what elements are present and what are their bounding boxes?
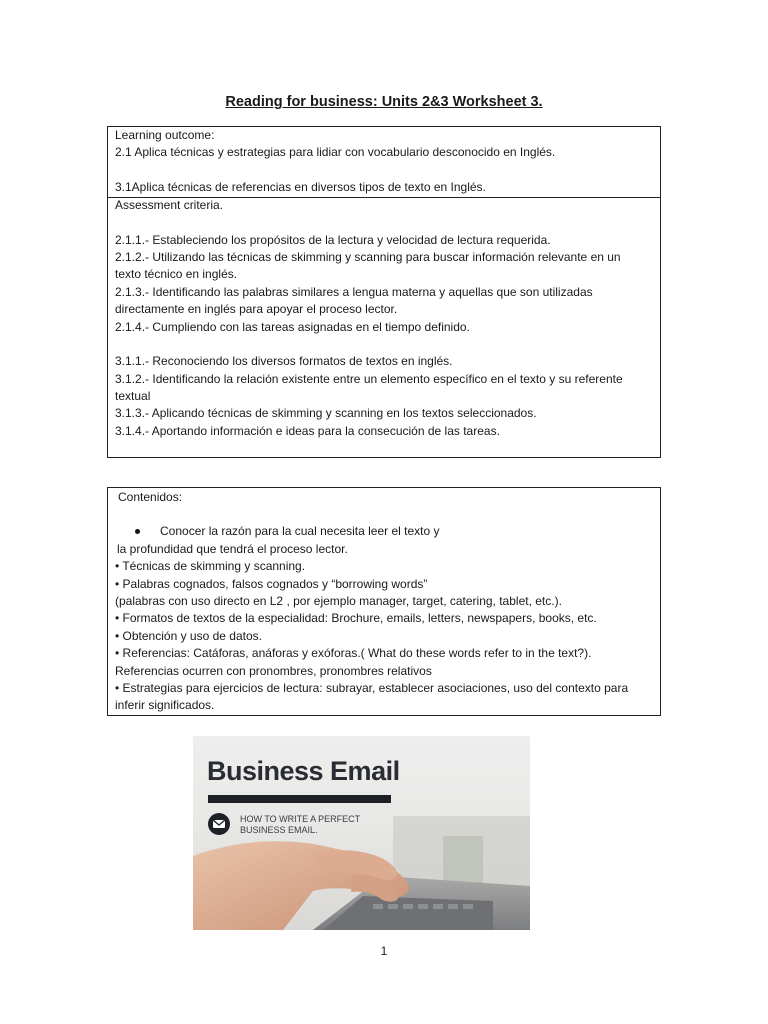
criteria-line: 2.1.4.- Cumpliendo con las tareas asignadas en el tiempo definido. xyxy=(115,320,470,334)
criteria-line: 3.1.1.- Reconociendo los diversos formatos de textos en inglés. xyxy=(115,354,453,368)
criteria-line: 3.1.4.- Aportando información e ideas para la consecución de las tareas. xyxy=(115,424,500,438)
page-number: 1 xyxy=(380,944,388,958)
contenidos-line: (palabras con uso directo en L2 , por ejemplo manager, target, catering, tablet, etc.). xyxy=(115,594,562,608)
criteria-line: 3.1.2.- Identificando la relación existente entre un elemento específico en el texto y su referente xyxy=(115,372,623,386)
contenidos-line: • Referencias: Catáforas, anáforas y exóforas.( What do these words refer to in the text?). xyxy=(115,646,592,660)
learning-outcome-item: 3.1Aplica técnicas de referencias en diversos tipos de texto en Inglés. xyxy=(115,180,486,194)
contenidos-line: • Técnicas de skimming y scanning. xyxy=(115,559,306,573)
contenidos-line: Conocer la razón para la cual necesita leer el texto y xyxy=(160,524,440,538)
learning-outcome-heading: Learning outcome: xyxy=(115,128,215,142)
contenidos-line: • Estrategias para ejercicios de lectura: subrayar, establecer asociaciones, uso del contexto para xyxy=(115,681,629,695)
learning-outcome-box xyxy=(107,126,661,458)
criteria-line: 2.1.1.- Estableciendo los propósitos de la lectura y velocidad de lectura requerida. xyxy=(115,233,551,247)
criteria-line: 2.1.2.- Utilizando las técnicas de skimming y scanning para buscar información relevante en un xyxy=(115,250,621,264)
document-title: Reading for business: Units 2&3 Worksheet 3. xyxy=(225,94,543,110)
envelope-icon xyxy=(208,813,230,835)
criteria-line: directamente en inglés para apoyar el proceso lector. xyxy=(115,302,398,316)
criteria-line: texto técnico en inglés. xyxy=(115,267,238,281)
contenidos-box xyxy=(107,487,661,716)
assessment-criteria-heading: Assessment criteria. xyxy=(115,198,224,212)
contenidos-heading: Contenidos: xyxy=(118,490,183,504)
contenidos-line: la profundidad que tendrá el proceso lector. xyxy=(117,542,348,556)
bullet-icon xyxy=(135,529,140,534)
learning-outcome-item: 2.1 Aplica técnicas y estrategias para lidiar con vocabulario desconocido en Inglés. xyxy=(115,145,556,159)
contenidos-line: • Palabras cognados, falsos cognados y “borrowing words” xyxy=(115,577,428,591)
criteria-line: 2.1.3.- Identificando las palabras similares a lengua materna y aquellas que son utilizadas xyxy=(115,285,593,299)
contenidos-line: • Formatos de textos de la especialidad: Brochure, emails, letters, newspapers, books, etc. xyxy=(115,611,597,625)
criteria-line: textual xyxy=(115,389,151,403)
contenidos-line: • Obtención y uso de datos. xyxy=(115,629,262,643)
hero-subtitle: HOW TO WRITE A PERFECT BUSINESS EMAIL. xyxy=(240,814,361,835)
business-email-image xyxy=(193,736,530,930)
criteria-line: 3.1.3.- Aplicando técnicas de skimming y scanning en los textos seleccionados. xyxy=(115,406,537,420)
hero-underline-bar xyxy=(208,795,391,803)
contenidos-line: inferir significados. xyxy=(115,698,215,712)
contenidos-line: Referencias ocurren con pronombres, pronombres relativos xyxy=(115,664,432,678)
hero-title: Business Email xyxy=(207,756,400,786)
